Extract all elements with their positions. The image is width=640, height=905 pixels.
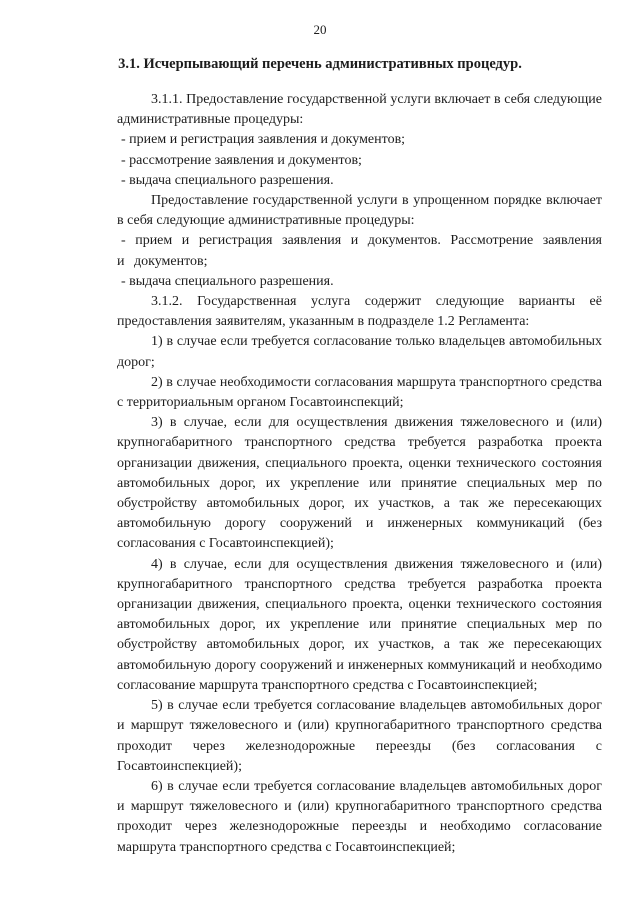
section-heading: 3.1. Исчерпывающий перечень административных процедур. xyxy=(118,56,522,72)
numbered-item: 6) в случае если требуется согласование владельцев автомобильных дорог и маршрут тяжеловесного и (или) крупногабаритного транспортного средства проходит через железнодорожные переезды и необходимо согласование маршрута транспортного средства с Госавтоинспекцией; xyxy=(117,778,602,855)
paragraph: Предоставление государственной услуги в упрощенном порядке включает в себя следующие административные процедуры: xyxy=(117,193,602,229)
section-body xyxy=(117,90,602,858)
numbered-item: 4) в случае, если для осуществления движения тяжеловесного и (или) крупногабаритного транспортного средства требуется разработка проекта организации движения, специального проекта, оценки технического состояния автомобильных дорог, их укрепление или принятие специальных мер по обустройству автомобильных дорог, их участков, а так же пересекающих автомобильную дорогу сооружений и инженерных коммуникаций и необходимо согласование маршрута транспортного средства с Госавтоинспекцией; xyxy=(117,556,602,693)
list-item: - прием и регистрация заявления и документов. Рассмотрение заявления и документов; xyxy=(117,233,602,269)
list-item: - прием и регистрация заявления и документов; xyxy=(121,132,406,148)
numbered-item: 3) в случае, если для осуществления движения тяжеловесного и (или) крупногабаритного транспортного средства требуется разработка проекта организации движения, специального проекта, оценки технического состояния автомобильных дорог, их укрепление или принятие специальных мер по обустройству автомобильных дорог, их участков, а так же пересекающих автомобильную дорогу сооружений и инженерных коммуникаций (без согласования с Госавтоинспекцией); xyxy=(117,415,602,552)
paragraph: 3.1.2. Государственная услуга содержит следующие варианты её предоставления заявителям, указанным в подразделе 1.2 Регламента: xyxy=(117,294,602,330)
list-item: - выдача специального разрешения. xyxy=(121,273,334,289)
numbered-item: 2) в случае необходимости согласования маршрута транспортного средства с территориальным органом Госавтоинспекций; xyxy=(117,374,602,411)
numbered-item: 5) в случае если требуется согласование владельцев автомобильных дорог и маршрут тяжеловесного и (или) крупногабаритного транспортного средства проходит через железнодорожные переезды (без согласования с Госавтоинспекцией); xyxy=(117,698,602,774)
paragraph: 3.1.1. Предоставление государственной услуги включает в себя следующие административные процедуры: xyxy=(117,92,602,128)
numbered-item: 1) в случае если требуется согласование только владельцев автомобильных дорог; xyxy=(117,334,602,370)
page-number: 20 xyxy=(313,22,327,37)
list-item: - рассмотрение заявления и документов; xyxy=(121,152,362,168)
list-item: - выдача специального разрешения. xyxy=(121,172,334,188)
